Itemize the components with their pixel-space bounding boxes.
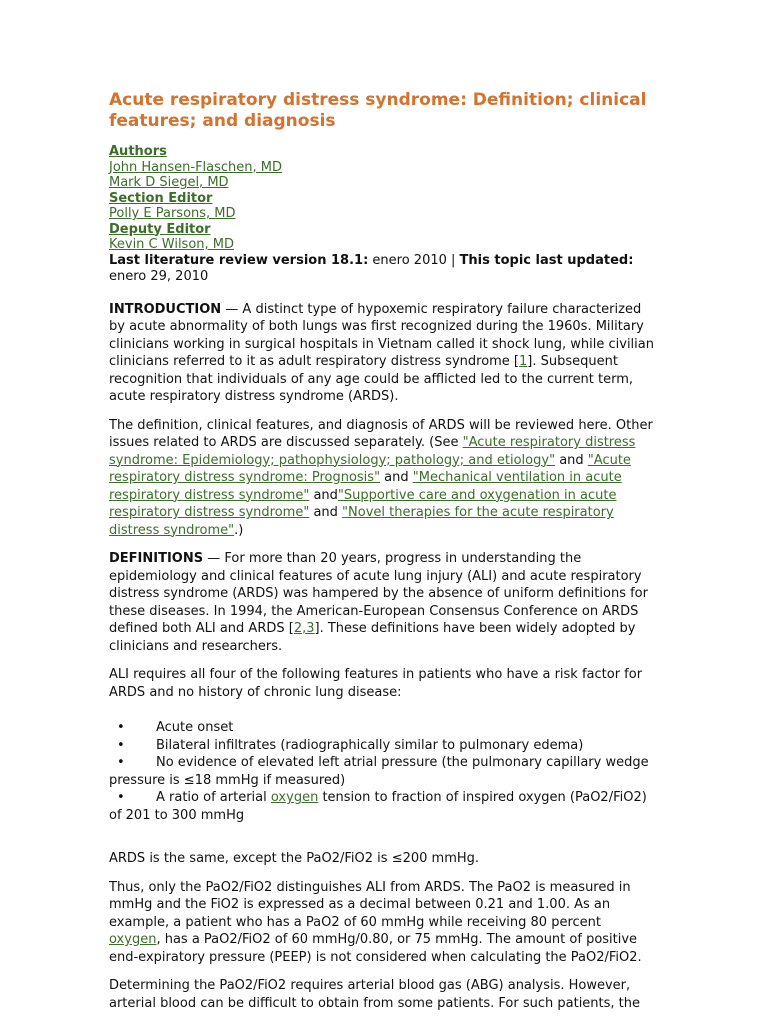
updated-value: enero 29, 2010 [109, 268, 209, 284]
overview-and-1: and [555, 452, 588, 468]
introduction-text-1: — A distinct type of hypoxemic respiratory failure characterized by acute abnormality of both lungs was first recognized during the 1960s. Military clinicians working in surgical hospitals in Vietnam called it shock lung, while civilian clinicians referred to it as adult respiratory distress syndrome [ [109, 301, 654, 369]
reference-link-2-3[interactable]: 2,3 [293, 621, 315, 636]
list-item-text: Bilateral infiltrates (radiographically similar to pulmonary edema) [156, 737, 584, 753]
list-item [109, 754, 654, 789]
section-editor-link[interactable]: Polly E Parsons, MD [109, 206, 236, 221]
bullet-icon: • [117, 737, 125, 753]
oxygen-drug-link-2[interactable]: oxygen [109, 932, 157, 947]
topic-link-prognosis[interactable]: "Acute respiratory distress syndrome: Prognosis" [109, 452, 631, 485]
introduction-lead: INTRODUCTION [109, 301, 222, 317]
ards-definition-paragraph: ARDS is the same, except the PaO2/FiO2 is ≤200 mmHg. [109, 851, 480, 866]
article-meta [109, 144, 654, 253]
author-link-2[interactable]: Mark D Siegel, MD [109, 175, 229, 190]
review-info [109, 253, 654, 285]
list-item-text-post: tension to fraction of inspired oxygen (PaO2/FiO2) of 201 to 300 mmHg [109, 790, 647, 823]
list-item-text: No evidence of elevated left atrial pressure (the pulmonary capillary wedge pressure is ≤18 mmHg if measured) [109, 755, 649, 788]
bullet-icon: • [117, 755, 125, 770]
page-title: Acute respiratory distress syndrome: Definition; clinical features; and diagnosis [109, 90, 647, 131]
document-page [109, 90, 654, 1023]
overview-and-2: and [380, 470, 413, 485]
topic-link-supportive-care[interactable]: "Supportive care and oxygenation in acute respiratory distress syndrome" [109, 487, 617, 520]
ali-criteria-list [109, 719, 654, 824]
overview-and-3: and [309, 487, 338, 503]
overview-text: The definition, clinical features, and diagnosis of ARDS will be reviewed here. Other issues related to ARDS are discussed separately. (See [109, 417, 653, 450]
overview-end: .) [234, 522, 244, 538]
deputy-editor-link[interactable]: Kevin C Wilson, MD [109, 237, 235, 252]
ali-requirements-paragraph: ALI requires all four of the following features in patients who have a risk factor for ARDS and no history of chronic lung disease: [109, 667, 643, 700]
list-item [109, 719, 654, 737]
updated-label: This topic last updated: [459, 252, 634, 268]
review-value: enero 2010 | [368, 252, 460, 268]
overview-paragraph [109, 417, 654, 540]
deputy-editor-heading[interactable]: Deputy Editor [109, 221, 211, 237]
topic-link-novel-therapies[interactable]: "Novel therapies for the acute respiratory distress syndrome" [109, 505, 614, 538]
bullet-icon: • [117, 790, 125, 805]
author-link-1[interactable]: John Hansen-Flaschen, MD [109, 159, 283, 175]
introduction-text-2: ]. Subsequent recognition that individuals of any age could be afflicted led to the current term, acute respiratory distress syndrome (ARDS). [109, 354, 634, 404]
topic-link-mechanical-ventilation[interactable]: "Mechanical ventilation in acute respiratory distress syndrome" [109, 470, 622, 503]
list-item [109, 789, 654, 824]
list-item-text-pre: A ratio of arterial [156, 790, 271, 805]
definitions-paragraph [109, 550, 654, 655]
reference-link-1[interactable]: 1 [519, 354, 528, 369]
pao2-text-2: , has a PaO2/FiO2 of 60 mmHg/0.80, or 75 mmHg. The amount of positive end-expiratory pressure (PEEP) is not considered when calculating the PaO2/FiO2. [109, 932, 642, 965]
list-item-text: Acute onset [156, 720, 234, 735]
topic-link-epidemiology[interactable]: "Acute respiratory distress syndrome: Epidemiology; pathophysiology; pathology; and etiology" [109, 435, 636, 468]
list-item [109, 737, 654, 755]
abg-paragraph: Determining the PaO2/FiO2 requires arterial blood gas (ABG) analysis. However, arterial blood can be difficult to obtain from some patients. For such patients, the [109, 978, 641, 1011]
pao2-fio2-paragraph [109, 879, 654, 967]
definitions-text-1: — For more than 20 years, progress in understanding the epidemiology and clinical features of acute lung injury (ALI) and acute respiratory distress syndrome (ARDS) was hampered by the absence of uniform definitions for these diseases. In 1994, the American-European Consensus Conference on ARDS defined both ALI and ARDS [ [109, 551, 648, 636]
pao2-text-1: Thus, only the PaO2/FiO2 distinguishes ALI from ARDS. The PaO2 is measured in mmHg and the FiO2 is expressed as a decimal between 0.21 and 1.00. As an example, a patient who has a PaO2 of 60 mmHg while receiving 80 percent [109, 879, 631, 930]
oxygen-drug-link[interactable]: oxygen [270, 790, 319, 805]
definitions-text-2: ]. These definitions have been widely adopted by clinicians and researchers. [109, 621, 636, 654]
overview-and-4: and [309, 505, 343, 520]
definitions-lead: DEFINITIONS [109, 551, 204, 566]
introduction-paragraph [109, 301, 654, 406]
authors-heading[interactable]: Authors [109, 144, 167, 159]
bullet-icon: • [117, 720, 125, 735]
review-label: Last literature review version 18.1: [109, 252, 369, 268]
section-editor-heading[interactable]: Section Editor [109, 190, 213, 206]
